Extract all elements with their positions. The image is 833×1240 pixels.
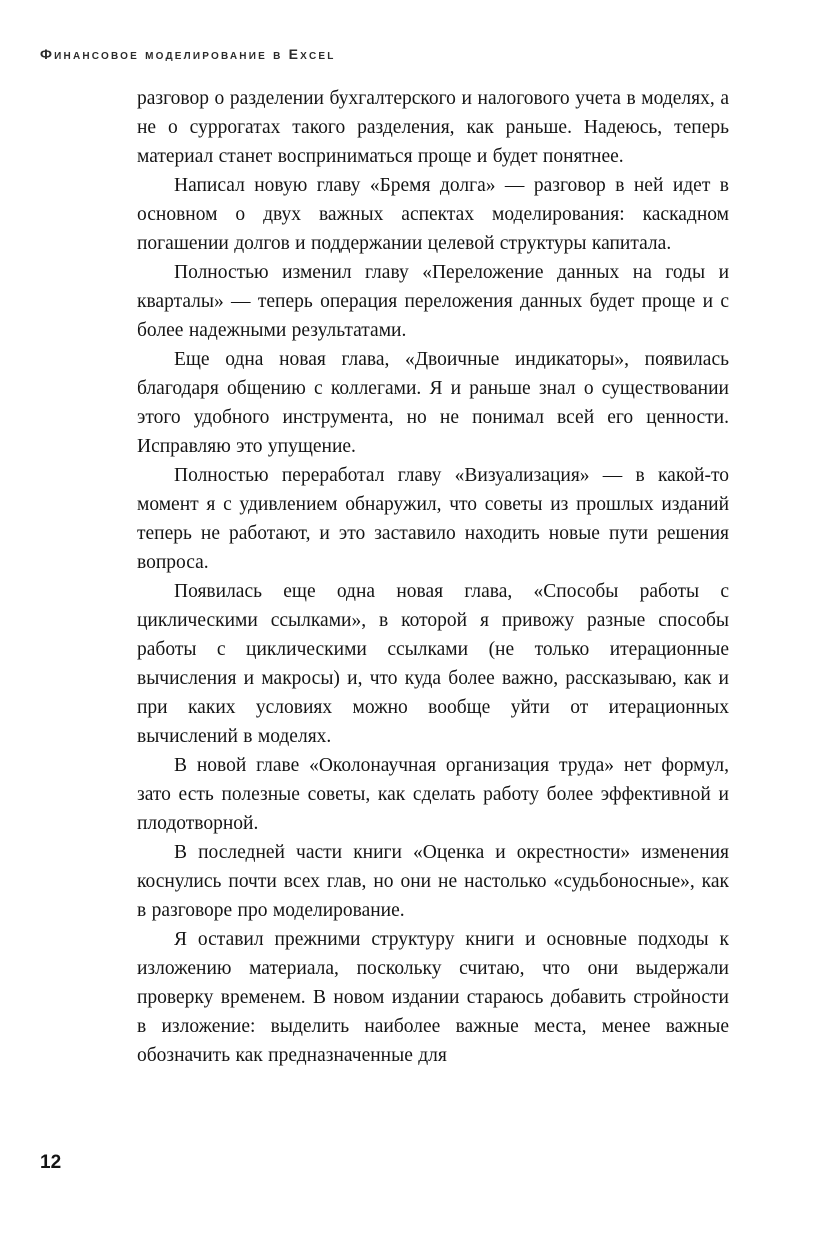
body-text (137, 84, 729, 1070)
paragraph: Написал новую главу «Бремя долга» — разговор в ней идет в основном о двух важных аспектах моделирования: каскадном погашении долгов и поддержании целевой структуры капитала. (137, 175, 729, 254)
paragraph: Появилась еще одна новая глава, «Способы работы с циклическими ссылками», в которой я привожу разные способы работы с циклическими ссылками (не только итерационные вычисления и макросы) и, что куда более важно, рассказываю, как и при каких условиях можно вообще уйти от итерационных вычислений в моделях. (137, 581, 729, 747)
paragraph: Я оставил прежними структуру книги и основные подходы к изложению материала, поскольку считаю, что они выдержали проверку временем. В новом издании стараюсь добавить стройности в изложение: выделить наиболее важные места, менее важные обозначить как предназначенные для (137, 929, 729, 1066)
paragraph: Полностью переработал главу «Визуализация» — в какой-то момент я с удивлением обнаружил, что советы из прошлых изданий теперь не работают, и это заставило находить новые пути решения вопроса. (137, 465, 729, 573)
paragraph: Полностью изменил главу «Переложение данных на годы и кварталы» — теперь операция переложения данных будет проще и с более надежными результатами. (137, 262, 729, 341)
paragraph: В новой главе «Околонаучная организация труда» нет формул, зато есть полезные советы, как сделать работу более эффективной и плодотворной. (137, 755, 729, 834)
page-number: 12 (40, 1152, 62, 1173)
running-header: Финансовое моделирование в Excel (40, 46, 336, 62)
paragraph: разговор о разделении бухгалтерского и налогового учета в моделях, а не о суррогатах такого разделения, как раньше. Надеюсь, теперь материал станет восприниматься проще и будет понятнее. (137, 88, 729, 167)
paragraph: В последней части книги «Оценка и окрестности» изменения коснулись почти всех глав, но они не настолько «судьбоносные», как в разговоре про моделирование. (137, 842, 729, 921)
paragraph: Еще одна новая глава, «Двоичные индикаторы», появилась благодаря общению с коллегами. Я и раньше знал о существовании этого удобного инструмента, но не понимал всей его ценности. Исправляю это упущение. (137, 349, 729, 457)
